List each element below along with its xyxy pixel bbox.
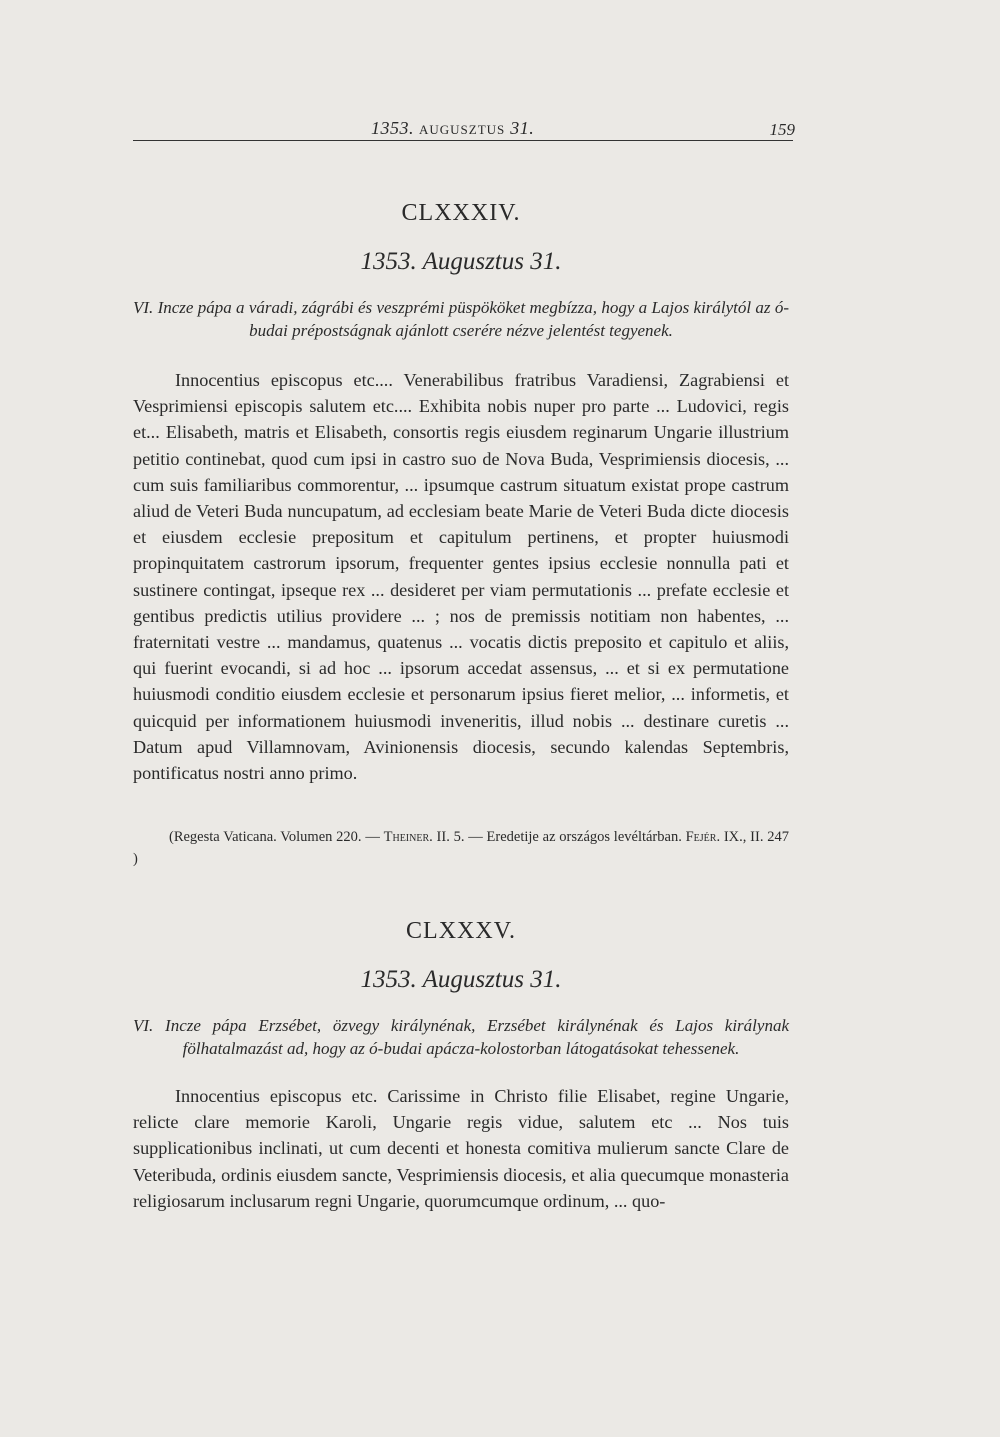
document-body-185-block — [133, 1083, 789, 1214]
document-body: Innocentius episcopus etc.... Venerabilibus fratribus Varadiensi, Zagrabiensi et Vesprimiensi episcopis salutem etc.... Exhibita nobis nuper pro parte ... Ludovici, regis et... Elisabeth, matris et Elisabeth, consortis regis eiusdem reginarum Ungarie illustrium petitio continebat, quod cum ipsi in castro suo de Nova Buda, Vesprimiensis diocesis, ... cum suis familiaribus commorentur, ... ipsumque castrum situatum existat prope castrum aliud de Veteri Buda nuncupatum, ad ecclesiam beate Marie de Veteri Buda dicte diocesis et eiusdem ecclesie prepositum et capitulum pertinens, et propter huiusmodi propinquitatem castrorum ipsorum, frequenter gentes ipsius ecclesie nonnulla pati et sustinere contingat, ipseque rex ... desideret per viam permutationis ... prefate ecclesie et gentibus predictis utilius providere ... ; nos de premissis notitiam non habentes, ... fraternitati vestre ... mandamus, quatenus ... vocatis dictis preposito et capitulo et aliis, qui fuerint evocandi, si ad hoc ... ipsorum accedat assensus, ... et si ex permutatione huiusmodi conditio eiusdem ecclesie et personarum ipsius fieret melior, ... informetis, et quicquid per informationem huiusmodi inveneritis, illud nobis ... destinare curetis ... Datum apud Villamnovam, Avinionensis diocesis, secundo kalendas Septembris, pontificatus nostri anno primo. — [133, 370, 789, 784]
document-body-184-block — [133, 367, 789, 786]
document-number: CLXXXIV. — [401, 200, 521, 226]
document-number-184-block — [133, 200, 789, 227]
page-number: 159 — [769, 120, 795, 139]
header-rule — [133, 140, 793, 141]
document-body: Innocentius episcopus etc. Carissime in Christo filie Elisabet, regine Ungarie, relicte clare memorie Karoli, Ungarie regis vidue, salutem etc ... Nos tuis supplicationibus inclinati, ut cum decenti et honesta comitiva mulierum sancte Clare de Veteribuda, ordinis eiusdem sancte, Vesprimiensis diocesis, et alia quecumque monasteria religiosarum inclusarum regni Ungarie, quorumcumque ordinum, ... quo- — [133, 1086, 789, 1211]
document-summary: VI. Incze pápa a váradi, zágrábi és veszprémi püspököket megbízza, hogy a Lajos királytól az ó-budai prépostságnak ajánlott cserére nézve jelentést tegyenek. — [133, 298, 789, 340]
document-source-184-block — [133, 826, 789, 870]
document-summary-185-block — [133, 1014, 789, 1060]
document-date-184-block — [133, 248, 789, 276]
document-number: CLXXXV. — [406, 918, 516, 944]
running-header — [133, 112, 793, 144]
running-title: 1353. AUGUSZTUS 31. — [371, 118, 535, 138]
document-date: 1353. Augusztus 31. — [360, 966, 562, 993]
source-citation: (Regesta Vaticana. Volumen 220. — Theiner. II. 5. — Eredetije az országos levéltárban. Fejér. IX., II. 247 ) — [133, 829, 789, 867]
document-summary-184-block — [133, 296, 789, 342]
document-date: 1353. Augusztus 31. — [360, 248, 562, 275]
document-number-185-block — [133, 918, 789, 945]
document-date-185-block — [133, 966, 789, 994]
document-summary: VI. Incze pápa Erzsébet, özvegy királynénak, Erzsébet királynénak és Lajos királynak fölhatalmazást ad, hogy az ó-budai apácza-kolostorban látogatásokat tehessenek. — [133, 1016, 789, 1058]
